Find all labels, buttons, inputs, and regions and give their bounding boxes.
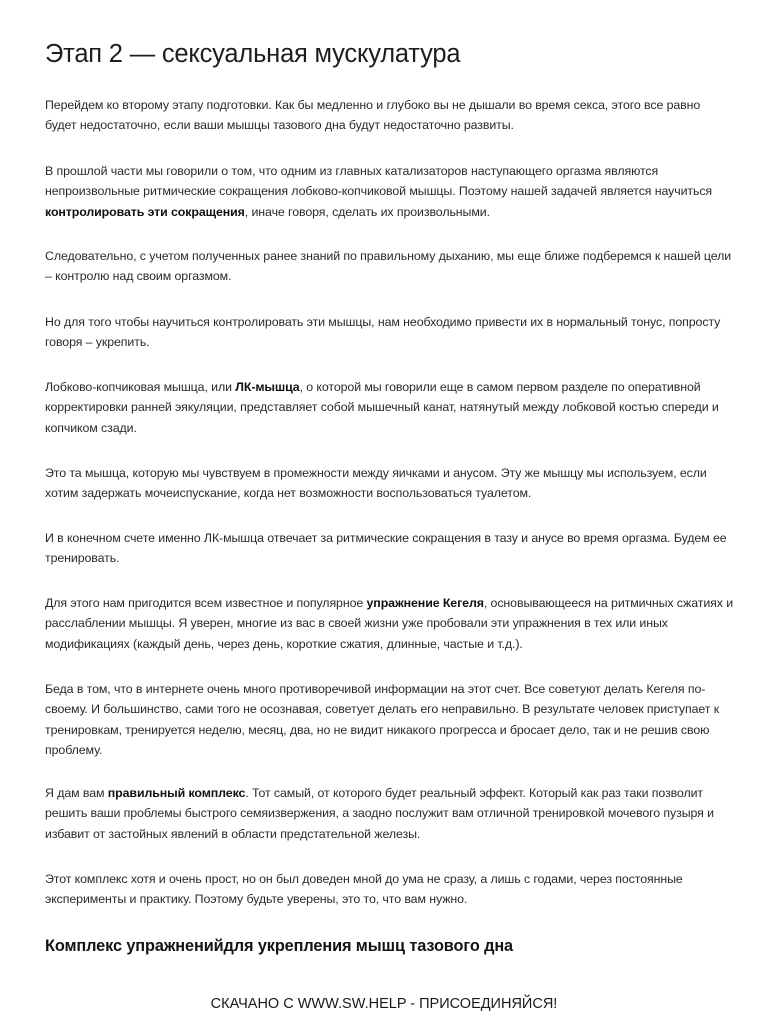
page-title: Этап 2 — сексуальная мускулатура	[45, 40, 461, 68]
paragraph-7	[45, 528, 735, 569]
text-segment: . Тот самый, от которого будет реальный эффект. Который как раз таки позволит решить ваши проблемы быстрого семяизвержения, а заодно послужит вам отличной тренировкой мочевого пузыря и избавит от застойных явлений в области предстательной железы.	[45, 786, 714, 841]
text-segment: В прошлой части мы говорили о том, что одним из главных катализаторов наступающего оргазма являются непроизвольные ритмические сокращения лобково-копчиковой мышцы. Поэтому нашей задачей является научиться	[45, 164, 713, 199]
text-segment: И в конечном счете именно ЛК-мышца отвечает за ритмические сокращения в тазу и анусе во время оргазма. Будем ее тренировать.	[45, 531, 727, 566]
paragraph-5	[45, 377, 735, 438]
text-segment: Следовательно, с учетом полученных ранее знаний по правильному дыханию, мы еще ближе подберемся к нашей цели – контролю над своим оргазмом.	[45, 249, 732, 284]
bold-phrase: упражнение Кегеля	[366, 596, 484, 610]
bold-phrase: правильный комплекс	[107, 786, 246, 800]
paragraph-9	[45, 679, 735, 761]
text-segment: Перейдем ко второму этапу подготовки. Как бы медленно и глубоко вы не дышали во время секса, этого все равно будет недостаточно, если ваши мышцы тазового дна будут недостаточно развиты.	[45, 98, 701, 133]
paragraph-6	[45, 463, 735, 504]
paragraph-2	[45, 161, 735, 222]
paragraph-8	[45, 593, 735, 654]
text-segment: , основывающееся на ритмичных сжатиях и расслаблении мышцы. Я уверен, многие из вас в своей жизни уже пробовали эти упражнения в тех или иных модификациях (каждый день, через день, короткие сжатия, длинные, частые и т.д.).	[45, 596, 734, 651]
text-segment: Это та мышца, которую мы чувствуем в промежности между яичками и анусом. Эту же мышцу мы используем, если хотим задержать мочеиспускание, когда нет возможности воспользоваться туалетом.	[45, 466, 707, 501]
download-footer: СКАЧАНО С WWW.SW.HELP - ПРИСОЕДИНЯЙСЯ!	[210, 996, 558, 1012]
text-segment: Беда в том, что в интернете очень много противоречивой информации на этот счет. Все советуют делать Кегеля по-своему. И большинство, сами того не осознавая, советует делать его неправильно. В результате человек приступает к тренировкам, тренируется неделю, месяц, два, но не видит никакого прогресса и бросает дело, так и не решив свою проблему.	[45, 682, 720, 758]
paragraph-11	[45, 869, 735, 910]
section-subheading: Комплекс упражненийдля укрепления мышц тазового дна	[45, 937, 514, 955]
paragraph-1	[45, 95, 735, 136]
paragraph-4	[45, 312, 735, 353]
text-segment: , иначе говоря, сделать их произвольными.	[244, 204, 490, 219]
text-segment: Лобково-копчиковая мышца, или	[45, 380, 236, 394]
bold-phrase: ЛК-мышца	[235, 380, 300, 394]
text-segment: Я дам вам	[45, 786, 108, 800]
paragraph-3	[45, 246, 735, 287]
text-segment: Этот комплекс хотя и очень прост, но он был доведен мной до ума не сразу, а лишь с годами, через постоянные эксперименты и практику. Поэтому будьте уверены, это то, что вам нужно.	[45, 872, 683, 907]
text-segment: , о которой мы говорили еще в самом первом разделе по оперативной корректировки ранней эякуляции, представляет собой мышечный канат, натянутый между лобковой костью спереди и копчиком сзади.	[45, 380, 719, 435]
text-segment: Но для того чтобы научиться контролировать эти мышцы, нам необходимо привести их в нормальный тонус, попросту говоря – укрепить.	[45, 315, 721, 350]
text-segment: Для этого нам пригодится всем известное и популярное	[45, 596, 367, 610]
bold-phrase: контролировать эти сокращения	[45, 204, 245, 219]
paragraph-10	[45, 783, 735, 844]
